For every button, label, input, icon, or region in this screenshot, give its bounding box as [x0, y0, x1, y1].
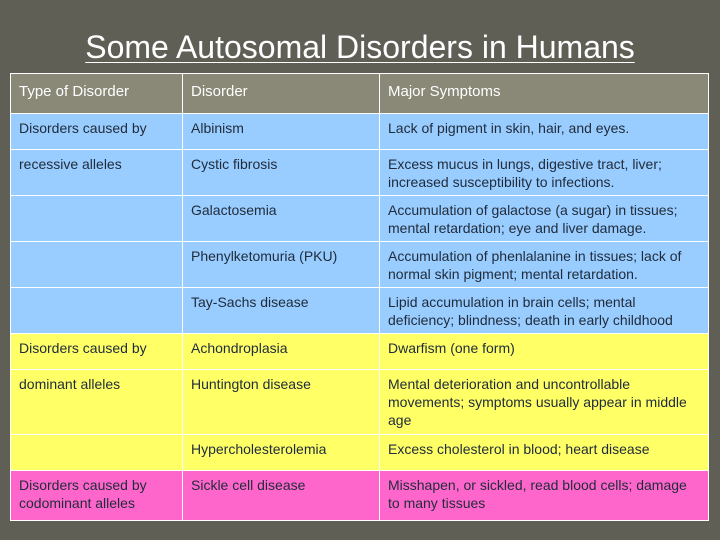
- table-row: [11, 288, 709, 334]
- disorders-table: [10, 73, 709, 521]
- header-major-symptoms: Major Symptoms: [380, 74, 709, 114]
- symptoms-cell: Excess cholesterol in blood; heart disease: [380, 435, 709, 471]
- disorder-cell: Galactosemia: [183, 196, 380, 242]
- type-cell: dominant alleles: [11, 370, 183, 435]
- type-cell: [11, 435, 183, 471]
- symptoms-cell: Excess mucus in lungs, digestive tract, liver; increased susceptibility to infections.: [380, 150, 709, 196]
- type-cell: Disorders caused by: [11, 114, 183, 150]
- type-cell: recessive alleles: [11, 150, 183, 196]
- table-row: [11, 435, 709, 471]
- header-type-of-disorder: Type of Disorder: [11, 74, 183, 114]
- slide-title: Some Autosomal Disorders in Humans: [85, 29, 635, 65]
- symptoms-cell: Lack of pigment in skin, hair, and eyes.: [380, 114, 709, 150]
- table-row: [11, 471, 709, 521]
- table-header-row: [11, 74, 709, 114]
- symptoms-cell: Dwarfism (one form): [380, 334, 709, 370]
- disorder-cell: Huntington disease: [183, 370, 380, 435]
- disorder-cell: Hypercholesterolemia: [183, 435, 380, 471]
- type-cell: [11, 242, 183, 288]
- disorder-cell: Achondroplasia: [183, 334, 380, 370]
- table-row: [11, 114, 709, 150]
- type-cell: [11, 288, 183, 334]
- disorder-cell: Albinism: [183, 114, 380, 150]
- type-cell: [11, 196, 183, 242]
- disorder-cell: Tay-Sachs disease: [183, 288, 380, 334]
- table-row: [11, 334, 709, 370]
- symptoms-cell: Mental deterioration and uncontrollable movements; symptoms usually appear in middle age: [380, 370, 709, 435]
- disorder-cell: Cystic fibrosis: [183, 150, 380, 196]
- disorder-cell: Sickle cell disease: [183, 471, 380, 521]
- table-row: [11, 150, 709, 196]
- header-disorder: Disorder: [183, 74, 380, 114]
- symptoms-cell: Lipid accumulation in brain cells; mental deficiency; blindness; death in early childhood: [380, 288, 709, 334]
- symptoms-cell: Misshapen, or sickled, read blood cells; damage to many tissues: [380, 471, 709, 521]
- table-row: [11, 242, 709, 288]
- type-cell: Disorders caused by: [11, 334, 183, 370]
- symptoms-cell: Accumulation of phenlalanine in tissues; lack of normal skin pigment; mental retardation.: [380, 242, 709, 288]
- table-row: [11, 370, 709, 435]
- type-cell: Disorders caused by codominant alleles: [11, 471, 183, 521]
- symptoms-cell: Accumulation of galactose (a sugar) in tissues; mental retardation; eye and liver damage.: [380, 196, 709, 242]
- disorder-cell: Phenylketomuria (PKU): [183, 242, 380, 288]
- disorders-table-container: [10, 73, 708, 519]
- table-row: [11, 196, 709, 242]
